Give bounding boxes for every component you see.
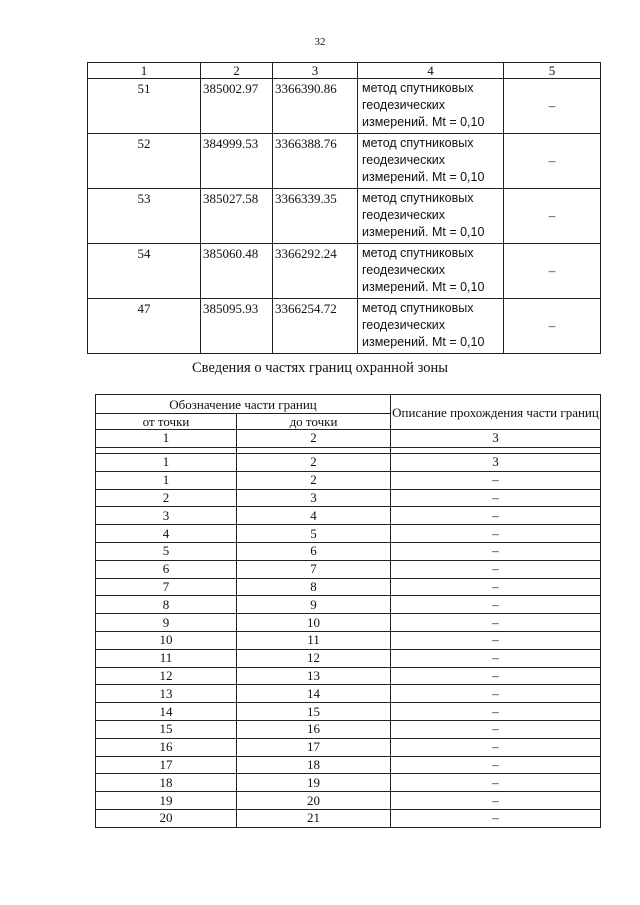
description: – <box>391 471 601 489</box>
from-point: 19 <box>96 792 237 810</box>
from-point: 11 <box>96 649 237 667</box>
description: – <box>391 792 601 810</box>
boundary-row <box>96 738 601 756</box>
boundary-row <box>96 578 601 596</box>
coordinate-y: 3366254.72 <box>273 299 358 354</box>
to-point: 2 <box>237 471 391 489</box>
section-title: Сведения о частях границ охранной зоны <box>192 360 448 376</box>
description: – <box>391 560 601 578</box>
column-index: 1 <box>96 430 237 448</box>
from-point: 16 <box>96 738 237 756</box>
coordinate-x: 385095.93 <box>201 299 273 354</box>
description: – <box>391 596 601 614</box>
from-point: 10 <box>96 631 237 649</box>
from-point: 15 <box>96 720 237 738</box>
point-number: 47 <box>88 299 201 354</box>
to-point: 21 <box>237 809 391 827</box>
description: – <box>391 507 601 525</box>
description: – <box>391 489 601 507</box>
page-number: 32 <box>314 36 326 48</box>
to-point: 9 <box>237 596 391 614</box>
to-point: 3 <box>237 489 391 507</box>
coordinate-y: 3366390.86 <box>273 79 358 134</box>
boundary-row <box>96 667 601 685</box>
boundary-row <box>96 614 601 632</box>
coordinate-x: 385060.48 <box>201 244 273 299</box>
to-point: 12 <box>237 649 391 667</box>
from-point: 12 <box>96 667 237 685</box>
coordinate-y: 3366292.24 <box>273 244 358 299</box>
to-point: 17 <box>237 738 391 756</box>
from-point: 9 <box>96 614 237 632</box>
boundary-row <box>96 596 601 614</box>
boundary-row <box>96 685 601 703</box>
point-number: 51 <box>88 79 201 134</box>
note-cell: – <box>504 299 601 354</box>
boundary-row <box>96 542 601 560</box>
boundary-row <box>96 774 601 792</box>
column-index: 1 <box>88 63 201 79</box>
description: – <box>391 525 601 543</box>
column-index: 2 <box>237 430 391 448</box>
description: – <box>391 756 601 774</box>
from-point: 1 <box>96 471 237 489</box>
to-point: 10 <box>237 614 391 632</box>
boundary-row <box>96 792 601 810</box>
coordinate-row <box>88 299 601 354</box>
note-cell: – <box>504 79 601 134</box>
to-point: 7 <box>237 560 391 578</box>
header-boundary-designation: Обозначение части границ <box>96 395 391 414</box>
from-point: 8 <box>96 596 237 614</box>
description: – <box>391 738 601 756</box>
to-point: 18 <box>237 756 391 774</box>
point-number: 52 <box>88 134 201 189</box>
boundary-row <box>96 809 601 827</box>
column-index: 3 <box>391 430 601 448</box>
to-point: 5 <box>237 525 391 543</box>
from-point: 20 <box>96 809 237 827</box>
column-index: 4 <box>358 63 504 79</box>
coordinate-row <box>88 134 601 189</box>
to-point: 6 <box>237 542 391 560</box>
coordinate-y: 3366339.35 <box>273 189 358 244</box>
boundary-row <box>96 471 601 489</box>
method-description: метод спутниковых геодезических измерений. Mt = 0,10 <box>358 134 504 189</box>
from-point: 5 <box>96 542 237 560</box>
method-description: метод спутниковых геодезических измерений. Mt = 0,10 <box>358 299 504 354</box>
coordinate-row <box>88 244 601 299</box>
header-description: Описание прохождения части границ <box>391 395 601 430</box>
method-description: метод спутниковых геодезических измерений. Mt = 0,10 <box>358 79 504 134</box>
from-point: 13 <box>96 685 237 703</box>
boundary-row <box>96 720 601 738</box>
coordinate-y: 3366388.76 <box>273 134 358 189</box>
to-point: 4 <box>237 507 391 525</box>
boundary-row <box>96 454 601 472</box>
header-from-point: от точки <box>96 414 237 430</box>
to-point: 2 <box>237 454 391 472</box>
boundary-header-row <box>96 395 601 414</box>
boundary-row <box>96 649 601 667</box>
description: – <box>391 542 601 560</box>
from-point: 14 <box>96 703 237 721</box>
from-point: 7 <box>96 578 237 596</box>
from-point: 17 <box>96 756 237 774</box>
from-point: 18 <box>96 774 237 792</box>
to-point: 20 <box>237 792 391 810</box>
to-point: 15 <box>237 703 391 721</box>
note-cell: – <box>504 134 601 189</box>
description: – <box>391 649 601 667</box>
note-cell: – <box>504 244 601 299</box>
description: – <box>391 578 601 596</box>
method-description: метод спутниковых геодезических измерений. Mt = 0,10 <box>358 244 504 299</box>
description: – <box>391 614 601 632</box>
boundary-row <box>96 489 601 507</box>
from-point: 1 <box>96 454 237 472</box>
description: – <box>391 667 601 685</box>
to-point: 13 <box>237 667 391 685</box>
coordinate-x: 384999.53 <box>201 134 273 189</box>
from-point: 6 <box>96 560 237 578</box>
boundary-parts-table <box>95 394 601 828</box>
coordinate-row <box>88 189 601 244</box>
boundary-row <box>96 560 601 578</box>
coordinates-table <box>87 62 601 354</box>
coordinates-header-row <box>88 63 601 79</box>
column-index: 5 <box>504 63 601 79</box>
description: – <box>391 685 601 703</box>
note-cell: – <box>504 189 601 244</box>
to-point: 16 <box>237 720 391 738</box>
from-point: 3 <box>96 507 237 525</box>
description: – <box>391 703 601 721</box>
coordinate-x: 385002.97 <box>201 79 273 134</box>
column-index: 2 <box>201 63 273 79</box>
coordinate-row <box>88 79 601 134</box>
to-point: 8 <box>237 578 391 596</box>
boundary-row <box>96 631 601 649</box>
description: 3 <box>391 454 601 472</box>
description: – <box>391 631 601 649</box>
boundary-row <box>96 703 601 721</box>
boundary-row <box>96 507 601 525</box>
from-point: 4 <box>96 525 237 543</box>
coordinate-x: 385027.58 <box>201 189 273 244</box>
boundary-row <box>96 756 601 774</box>
point-number: 54 <box>88 244 201 299</box>
description: – <box>391 774 601 792</box>
from-point: 2 <box>96 489 237 507</box>
to-point: 11 <box>237 631 391 649</box>
header-to-point: до точки <box>237 414 391 430</box>
method-description: метод спутниковых геодезических измерений. Mt = 0,10 <box>358 189 504 244</box>
to-point: 14 <box>237 685 391 703</box>
boundary-row <box>96 525 601 543</box>
description: – <box>391 809 601 827</box>
to-point: 19 <box>237 774 391 792</box>
point-number: 53 <box>88 189 201 244</box>
boundary-index-row <box>96 430 601 448</box>
column-index: 3 <box>273 63 358 79</box>
description: – <box>391 720 601 738</box>
